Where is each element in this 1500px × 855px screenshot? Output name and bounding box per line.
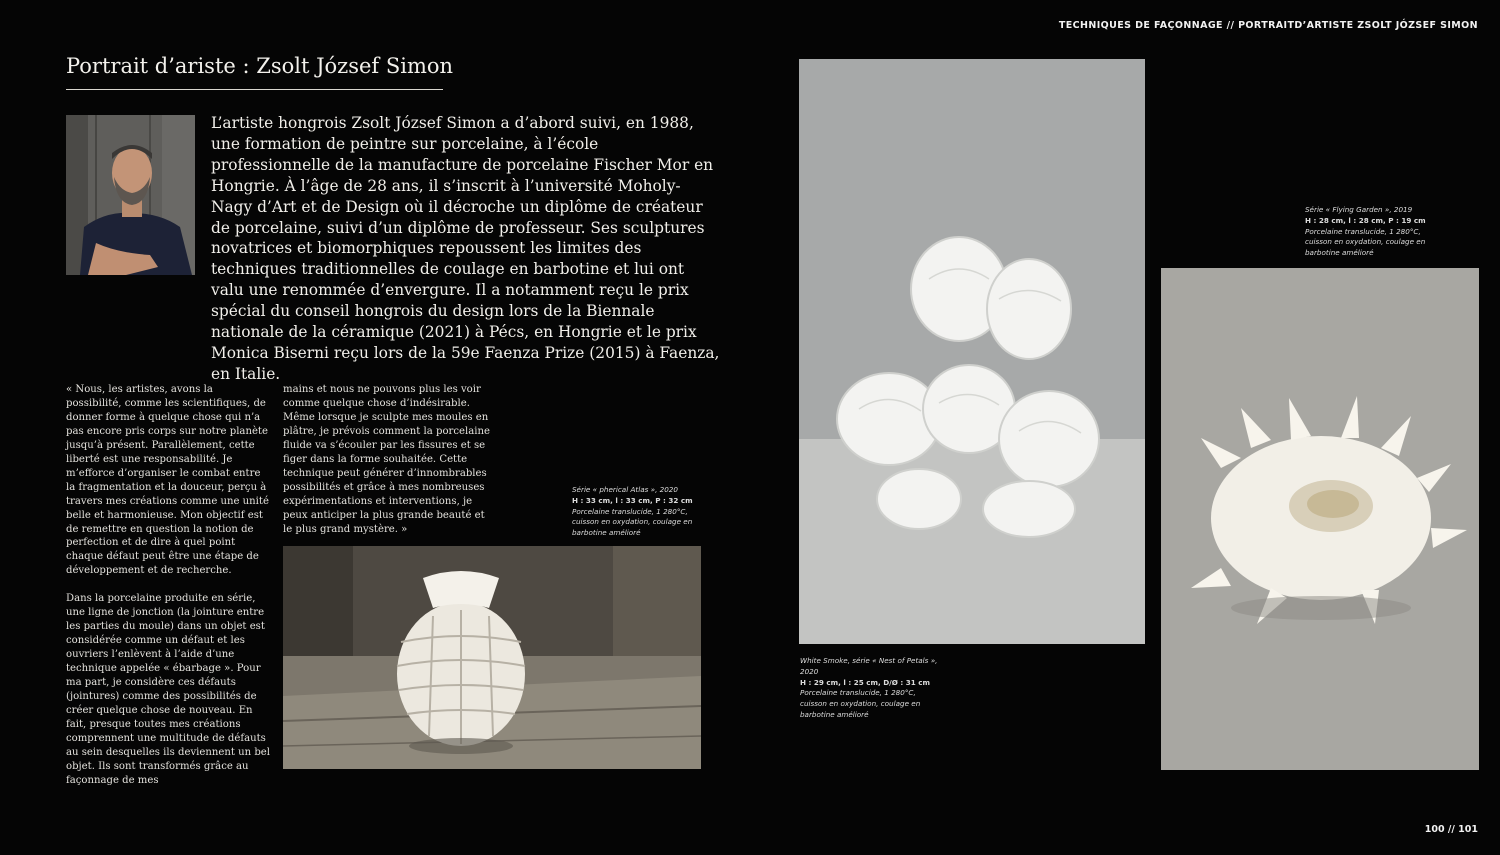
- quote-column-2: [283, 383, 495, 550]
- intro-paragraph: [211, 113, 721, 385]
- article-title: Portrait d’ariste : Zsolt József Simon: [66, 54, 454, 78]
- caption-series: White Smoke, série « Nest of Petals », 2020: [800, 656, 938, 676]
- caption-nest-of-petals: [800, 656, 940, 721]
- quote-column-1: [66, 383, 270, 802]
- page-folio: 100 // 101: [1424, 824, 1478, 835]
- running-header: TECHNIQUES DE FAÇONNAGE // PORTRAITD’ARTISTE ZSOLT JÓZSEF SIMON: [1058, 20, 1478, 31]
- caption-material: Porcelaine translucide, 1 280°C, cuisson en oxydation, coulage en barbotine amélioré: [572, 506, 693, 538]
- caption-material: Porcelaine translucide, 1 280°C, cuisson en oxydation, coulage en barbotine amélioré: [800, 688, 921, 719]
- caption-dimensions: H : 28 cm, l : 28 cm, P : 19 cm: [1305, 215, 1426, 225]
- caption-series: Série « pherical Atlas », 2020: [572, 485, 678, 494]
- quote-paragraph-1: « Nous, les artistes, avons la possibilité, comme les scientifiques, de donner forme à quelque chose qui n’a pas encore pris corps sur notre planète jusqu’à présent. Parallèlement, cette liberté est une responsabilité. Je m’efforce d’organiser le combat entre la fragmentation et la douceur, perçu à travers mes créations comme une unité belle et harmonieuse. Mon objectif est de remettre en question la notion de perfection et de dire à quel point chaque défaut peut être une étape de développement et de recherche.: [66, 384, 269, 577]
- nest-of-petals-photo: [799, 59, 1145, 644]
- caption-series: Série « Flying Garden », 2019: [1305, 205, 1413, 214]
- quote-paragraph-2: Dans la porcelaine produite en série, une ligne de jonction (la jointure entre les parties du moule) dans un objet est considérée comme un défaut et les ouvriers l’enlèvent à l’aide d’une technique appelée « ébarbage ». Pour ma part, je considère ces défauts (jointures) comme des possibilités de créer quelque chose de nouveau. En fait, presque toutes mes créations comprennent une multitude de défauts au sein desquelles ils deviennent un bel objet. Ils sont transformés grâce au façonnage de mes: [66, 593, 270, 786]
- caption-dimensions: H : 33 cm, l : 33 cm, P : 32 cm: [572, 495, 693, 505]
- flying-garden-photo: [1161, 268, 1479, 770]
- caption-material: Porcelaine translucide, 1 280°C, cuisson en oxydation, coulage en barbotine amélioré: [1305, 226, 1426, 258]
- quote-paragraph-3: mains et nous ne pouvons plus les voir comme quelque chose d’indésirable. Même lorsque je sculpte mes moules en plâtre, je prévois comment la porcelaine fluide va s’écouler par les fissures et se figer dans la forme souhaitée. Cette technique peut générer d’innombrables possibilités et grâce à mes nombreuses expérimentations et interventions, je peux anticiper la plus grande beauté et le plus grand mystère. »: [283, 384, 490, 535]
- intro-text: L’artiste hongrois Zsolt József Simon a d’abord suivi, en 1988, une formation de peintre sur porcelaine, à l’école professionnelle de la manufacture de porcelaine Fischer Mor en Hongrie. À l’âge de 28 ans, il s’inscrit à l’université Moholy-Nagy d’Art et de Design où il décroche un diplôme de créateur de porcelaine, suivi d’un diplôme de professeur. Ses sculptures novatrices et biomorphiques repoussent les limites des techniques traditionnelles de coulage en barbotine et lui ont valu une renommée d’envergure. Il a notamment reçu le prix spécial du conseil hongrois du design lors de la Biennale nationale de la céramique (2021) à Pécs, en Hongrie et le prix Monica Biserni reçu lors de la 59e Faenza Prize (2015) à Faenza, en Italie.: [211, 114, 720, 383]
- spherical-atlas-photo: [283, 546, 701, 769]
- caption-dimensions: H : 29 cm, l : 25 cm, D/Ø : 31 cm: [800, 677, 931, 687]
- caption-spherical-atlas: [572, 485, 710, 539]
- caption-flying-garden: [1305, 205, 1445, 259]
- title-underline: [66, 89, 443, 90]
- artist-portrait-photo: [66, 115, 195, 275]
